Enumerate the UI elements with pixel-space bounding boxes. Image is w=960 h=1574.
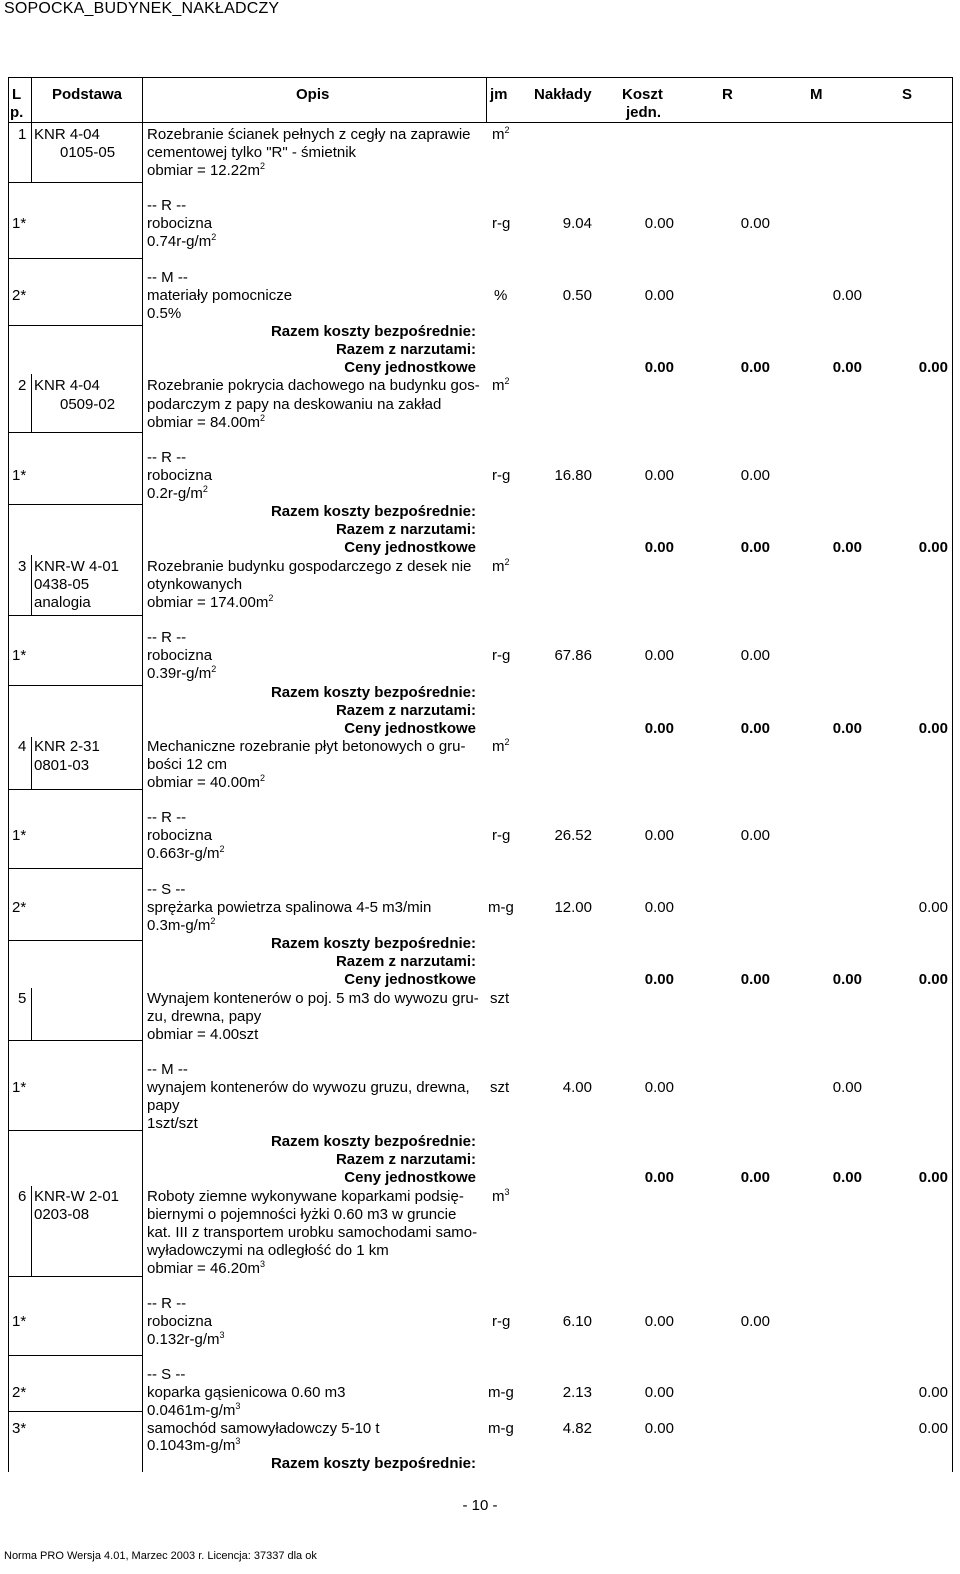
pos6-n1-r: 0.00	[740, 1313, 770, 1330]
pos6-n1-type: -- R --	[147, 1295, 187, 1312]
pos5-n1-name2: papy	[147, 1097, 180, 1114]
pos6-n1-qty: 6.10	[562, 1313, 592, 1330]
pos1-n1-unit: r-g	[492, 215, 511, 232]
separator	[8, 1355, 142, 1356]
pos1-divider	[31, 122, 32, 182]
column-divider-podstawa	[142, 77, 143, 1472]
header-koszt-jedn: jedn.	[626, 104, 662, 121]
pos1-ceny-m: 0.00	[832, 359, 862, 376]
separator	[8, 868, 142, 869]
pos3-n1-norm: $0.39r-g/m^2$	[147, 664, 217, 682]
pos1-desc2: cementowej tylko "R" - śmietnik	[147, 144, 357, 161]
pos1-n1-qty: 9.04	[562, 215, 592, 232]
pos2-code2: 0509-02	[60, 396, 116, 413]
pos6-n2-lp: 2*	[12, 1384, 27, 1401]
pos3-desc2: otynkowanych	[147, 576, 243, 593]
header-opis: Opis	[296, 86, 330, 103]
pos5-razem-bezp: Razem koszty bezpośrednie:	[270, 1133, 476, 1150]
table-header-bottom-border	[8, 122, 952, 123]
pos2-n1-type: -- R --	[147, 449, 187, 466]
pos5-razem-narzut: Razem z narzutami:	[335, 1151, 476, 1168]
pos4-n1-r: 0.00	[740, 827, 770, 844]
pos4-code2: 0801-03	[34, 757, 90, 774]
header-lp: L	[12, 86, 22, 103]
footer-license: Norma PRO Wersja 4.01, Marzec 2003 r. Licencja: 37337 dla ok	[4, 1550, 317, 1562]
pos4-jm: $m^2$	[492, 737, 510, 755]
table-right-border	[952, 77, 953, 1472]
pos3-n1-r: 0.00	[740, 647, 770, 664]
pos3-ceny-s: 0.00	[918, 720, 948, 737]
pos1-ceny-koszt: 0.00	[644, 359, 674, 376]
pos2-ceny: Ceny jednostkowe	[344, 539, 476, 556]
pos2-n1-unit: r-g	[492, 467, 511, 484]
pos6-desc1: Roboty ziemne wykonywane koparkami podsię-	[147, 1188, 464, 1205]
pos2-lp: 2	[18, 377, 27, 394]
pos3-n1-koszt: 0.00	[644, 647, 674, 664]
pos4-n2-norm: $0.3m-g/m^2$	[147, 916, 216, 934]
pos1-ceny: Ceny jednostkowe	[344, 359, 476, 376]
separator	[8, 940, 142, 941]
pos2-desc1: Rozebranie pokrycia dachowego na budynku gos-	[147, 377, 480, 394]
pos6-n2-name: koparka gąsienicowa 0.60 m3	[147, 1384, 346, 1401]
pos2-n1-lp: 1*	[12, 467, 27, 484]
pos6-n2-norm: $0.0461m-g/m^3$	[147, 1401, 241, 1419]
pos5-n1-norm: 1szt/szt	[147, 1115, 198, 1132]
pos5-n1-koszt: 0.00	[644, 1079, 674, 1096]
pos5-ceny-koszt: 0.00	[644, 1169, 674, 1186]
pos6-n3-lp: 3*	[12, 1420, 27, 1437]
pos5-n1-m: 0.00	[832, 1079, 862, 1096]
pos6-n1-norm: $0.132r-g/m^3$	[147, 1330, 225, 1348]
column-divider-lp	[31, 77, 32, 123]
pos1-n2-koszt: 0.00	[644, 287, 674, 304]
pos5-desc1: Wynajem kontenerów o poj. 5 m3 do wywozu gru-	[147, 990, 479, 1007]
pos4-n1-koszt: 0.00	[644, 827, 674, 844]
pos6-n1-lp: 1*	[12, 1313, 27, 1330]
pos5-jm: szt	[490, 990, 510, 1007]
pos3-divider	[31, 555, 32, 615]
pos6-n2-s: 0.00	[918, 1384, 948, 1401]
pos3-n1-qty: 67.86	[554, 647, 592, 664]
pos5-n1-type: -- M --	[147, 1061, 188, 1078]
pos6-n2-unit: m-g	[488, 1384, 514, 1401]
pos1-ceny-s: 0.00	[918, 359, 948, 376]
pos6-desc4: wyładowczymi na odległość do 1 km	[147, 1242, 389, 1259]
pos1-desc1: Rozebranie ścianek pełnych z cegły na zaprawie	[147, 126, 471, 143]
pos6-divider	[31, 1186, 32, 1276]
pos5-ceny-r: 0.00	[740, 1169, 770, 1186]
header-koszt: Koszt	[622, 86, 663, 103]
pos3-lp: 3	[18, 558, 27, 575]
separator	[8, 432, 142, 433]
pos6-code2: 0203-08	[34, 1206, 90, 1223]
pos4-n1-type: -- R --	[147, 809, 187, 826]
pos1-obmiar: obmiar = $12.22m^2$	[147, 161, 265, 179]
pos1-razem-bezp: Razem koszty bezpośrednie:	[270, 323, 476, 340]
pos2-razem-bezp: Razem koszty bezpośrednie:	[270, 503, 476, 520]
pos5-divider	[31, 988, 32, 1040]
pos1-razem-narzut: Razem z narzutami:	[335, 341, 476, 358]
pos2-n1-qty: 16.80	[554, 467, 592, 484]
pos5-n1-qty: 4.00	[562, 1079, 592, 1096]
separator	[8, 182, 142, 183]
separator	[8, 1040, 142, 1041]
pos3-ceny-koszt: 0.00	[644, 720, 674, 737]
pos4-n2-type: -- S --	[147, 881, 186, 898]
pos5-ceny-m: 0.00	[832, 1169, 862, 1186]
pos1-n1-type: -- R --	[147, 197, 187, 214]
pos4-lp: 4	[18, 738, 27, 755]
pos3-obmiar: obmiar = $174.00m^2$	[147, 593, 274, 611]
pos3-ceny: Ceny jednostkowe	[344, 720, 476, 737]
header-podstawa: Podstawa	[52, 86, 123, 103]
separator	[8, 685, 142, 686]
pos1-n2-lp: 2*	[12, 287, 27, 304]
pos4-desc2: bości 12 cm	[147, 756, 228, 773]
pos2-jm: $m^2$	[492, 376, 510, 394]
pos4-n1-unit: r-g	[492, 827, 511, 844]
pos1-code2: 0105-05	[60, 144, 116, 161]
pos4-ceny-s: 0.00	[918, 971, 948, 988]
pos4-desc1: Mechaniczne rozebranie płyt betonowych o gru-	[147, 738, 466, 755]
pos3-n1-unit: r-g	[492, 647, 511, 664]
separator	[8, 1276, 142, 1277]
pos1-n2-m: 0.00	[832, 287, 862, 304]
pos6-razem-bezp: Razem koszty bezpośrednie:	[270, 1455, 476, 1472]
pos1-n1-norm: $0.74r-g/m^2$	[147, 232, 217, 250]
pos4-divider	[31, 737, 32, 789]
pos6-code1: KNR-W 2-01	[34, 1188, 120, 1205]
pos1-ceny-r: 0.00	[740, 359, 770, 376]
pos4-ceny-koszt: 0.00	[644, 971, 674, 988]
separator	[8, 325, 142, 326]
pos3-code2: 0438-05	[34, 576, 90, 593]
pos6-n1-name: robocizna	[147, 1313, 213, 1330]
pos2-razem-narzut: Razem z narzutami:	[335, 521, 476, 538]
pos1-code1: KNR 4-04	[34, 126, 100, 143]
pos2-n1-norm: $0.2r-g/m^2$	[147, 484, 208, 502]
pos1-n2-unit: %	[494, 287, 508, 304]
header-m: M	[810, 86, 823, 103]
separator	[8, 258, 142, 259]
pos1-jm: $m^2$	[492, 125, 510, 143]
pos6-desc3: kat. III z transportem urobku samochodami samo-	[147, 1224, 478, 1241]
pos5-lp: 5	[18, 990, 27, 1007]
pos6-n2-type: -- S --	[147, 1366, 186, 1383]
pos4-ceny-r: 0.00	[740, 971, 770, 988]
pos5-desc2: zu, drewna, papy	[147, 1008, 262, 1025]
pos2-n1-r: 0.00	[740, 467, 770, 484]
pos5-ceny: Ceny jednostkowe	[344, 1169, 476, 1186]
header-r: R	[722, 86, 733, 103]
pos2-code1: KNR 4-04	[34, 377, 100, 394]
pos3-n1-type: -- R --	[147, 629, 187, 646]
pos5-obmiar: obmiar = 4.00szt	[147, 1026, 259, 1043]
pos6-n2-koszt: 0.00	[644, 1384, 674, 1401]
pos6-n2-qty: 2.13	[562, 1384, 592, 1401]
table-top-border	[8, 77, 952, 78]
pos4-n1-norm: $0.663r-g/m^2$	[147, 844, 225, 862]
pos5-ceny-s: 0.00	[918, 1169, 948, 1186]
pos6-lp: 6	[18, 1188, 27, 1205]
pos2-obmiar: obmiar = $84.00m^2$	[147, 413, 265, 431]
pos4-n2-koszt: 0.00	[644, 899, 674, 916]
pos3-code1: KNR-W 4-01	[34, 558, 120, 575]
pos3-n1-name: robocizna	[147, 647, 213, 664]
header-naklady: Nakłady	[534, 86, 592, 103]
pos3-ceny-r: 0.00	[740, 720, 770, 737]
pos3-n1-lp: 1*	[12, 647, 27, 664]
pos4-razem-bezp: Razem koszty bezpośrednie:	[270, 935, 476, 952]
header-jm: jm	[490, 86, 508, 103]
pos4-n2-s: 0.00	[918, 899, 948, 916]
pos2-divider	[31, 374, 32, 432]
pos5-n1-unit: szt	[490, 1079, 510, 1096]
pos4-n2-name: sprężarka powietrza spalinowa 4-5 m3/min	[147, 899, 432, 916]
pos4-obmiar: obmiar = $40.00m^2$	[147, 773, 265, 791]
pos5-n1-name: wynajem kontenerów do wywozu gruzu, drewna,	[147, 1079, 470, 1096]
pos4-n2-unit: m-g	[488, 899, 514, 916]
pos6-desc2: biernymi o pojemności łyżki 0.60 m3 w gruncie	[147, 1206, 457, 1223]
pos6-n3-norm: $0.1043m-g/m^3$	[147, 1436, 241, 1454]
pos1-lp: 1	[18, 126, 27, 143]
pos1-n1-koszt: 0.00	[644, 215, 674, 232]
pos4-n1-qty: 26.52	[554, 827, 592, 844]
separator	[8, 504, 142, 505]
pos4-n1-lp: 1*	[12, 827, 27, 844]
pos2-n1-name: robocizna	[147, 467, 213, 484]
pos1-n1-r: 0.00	[740, 215, 770, 232]
pos3-razem-narzut: Razem z narzutami:	[335, 702, 476, 719]
pos2-ceny-s: 0.00	[918, 539, 948, 556]
pos2-ceny-m: 0.00	[832, 539, 862, 556]
table-left-border	[8, 77, 9, 1472]
pos6-jm: $m^3$	[492, 1187, 510, 1205]
pos4-ceny-m: 0.00	[832, 971, 862, 988]
pos4-n2-lp: 2*	[12, 899, 27, 916]
pos4-ceny: Ceny jednostkowe	[344, 971, 476, 988]
pos5-n1-lp: 1*	[12, 1079, 27, 1096]
separator	[8, 615, 142, 616]
pos6-n3-qty: 4.82	[562, 1420, 592, 1437]
pos6-n3-unit: m-g	[488, 1420, 514, 1437]
pos3-ceny-m: 0.00	[832, 720, 862, 737]
pos1-n2-type: -- M --	[147, 269, 188, 286]
pos1-n1-name: robocizna	[147, 215, 213, 232]
pos4-n2-qty: 12.00	[554, 899, 592, 916]
pos3-code3: analogia	[34, 594, 91, 611]
separator	[8, 1411, 142, 1412]
separator	[8, 1130, 142, 1131]
pos3-jm: $m^2$	[492, 557, 510, 575]
header-lp2: p.	[10, 104, 24, 121]
pos2-ceny-koszt: 0.00	[644, 539, 674, 556]
pos1-n1-lp: 1*	[12, 215, 27, 232]
document-title: SOPOCKA_BUDYNEK_NAKŁADCZY	[4, 0, 280, 17]
pos2-n1-koszt: 0.00	[644, 467, 674, 484]
header-s: S	[902, 86, 913, 103]
pos2-ceny-r: 0.00	[740, 539, 770, 556]
pos6-n3-koszt: 0.00	[644, 1420, 674, 1437]
separator	[8, 789, 142, 790]
pos6-n3-name: samochód samowyładowczy 5-10 t	[147, 1420, 380, 1437]
pos1-n2-norm: 0.5%	[147, 305, 182, 322]
pos2-desc2: podarczym z papy na deskowaniu na zakład	[147, 396, 442, 413]
pos4-code1: KNR 2-31	[34, 738, 100, 755]
pos4-razem-narzut: Razem z narzutami:	[335, 953, 476, 970]
pos1-n2-qty: 0.50	[562, 287, 592, 304]
pos3-desc1: Rozebranie budynku gospodarczego z desek nie	[147, 558, 472, 575]
pos6-n1-unit: r-g	[492, 1313, 511, 1330]
pos1-n2-name: materiały pomocnicze	[147, 287, 293, 304]
page-number: - 10 -	[462, 1497, 498, 1514]
pos6-obmiar: obmiar = $46.20m^3$	[147, 1259, 265, 1277]
pos6-n1-koszt: 0.00	[644, 1313, 674, 1330]
column-divider-opis	[486, 77, 487, 123]
pos3-razem-bezp: Razem koszty bezpośrednie:	[270, 684, 476, 701]
pos6-n3-s: 0.00	[918, 1420, 948, 1437]
pos4-n1-name: robocizna	[147, 827, 213, 844]
